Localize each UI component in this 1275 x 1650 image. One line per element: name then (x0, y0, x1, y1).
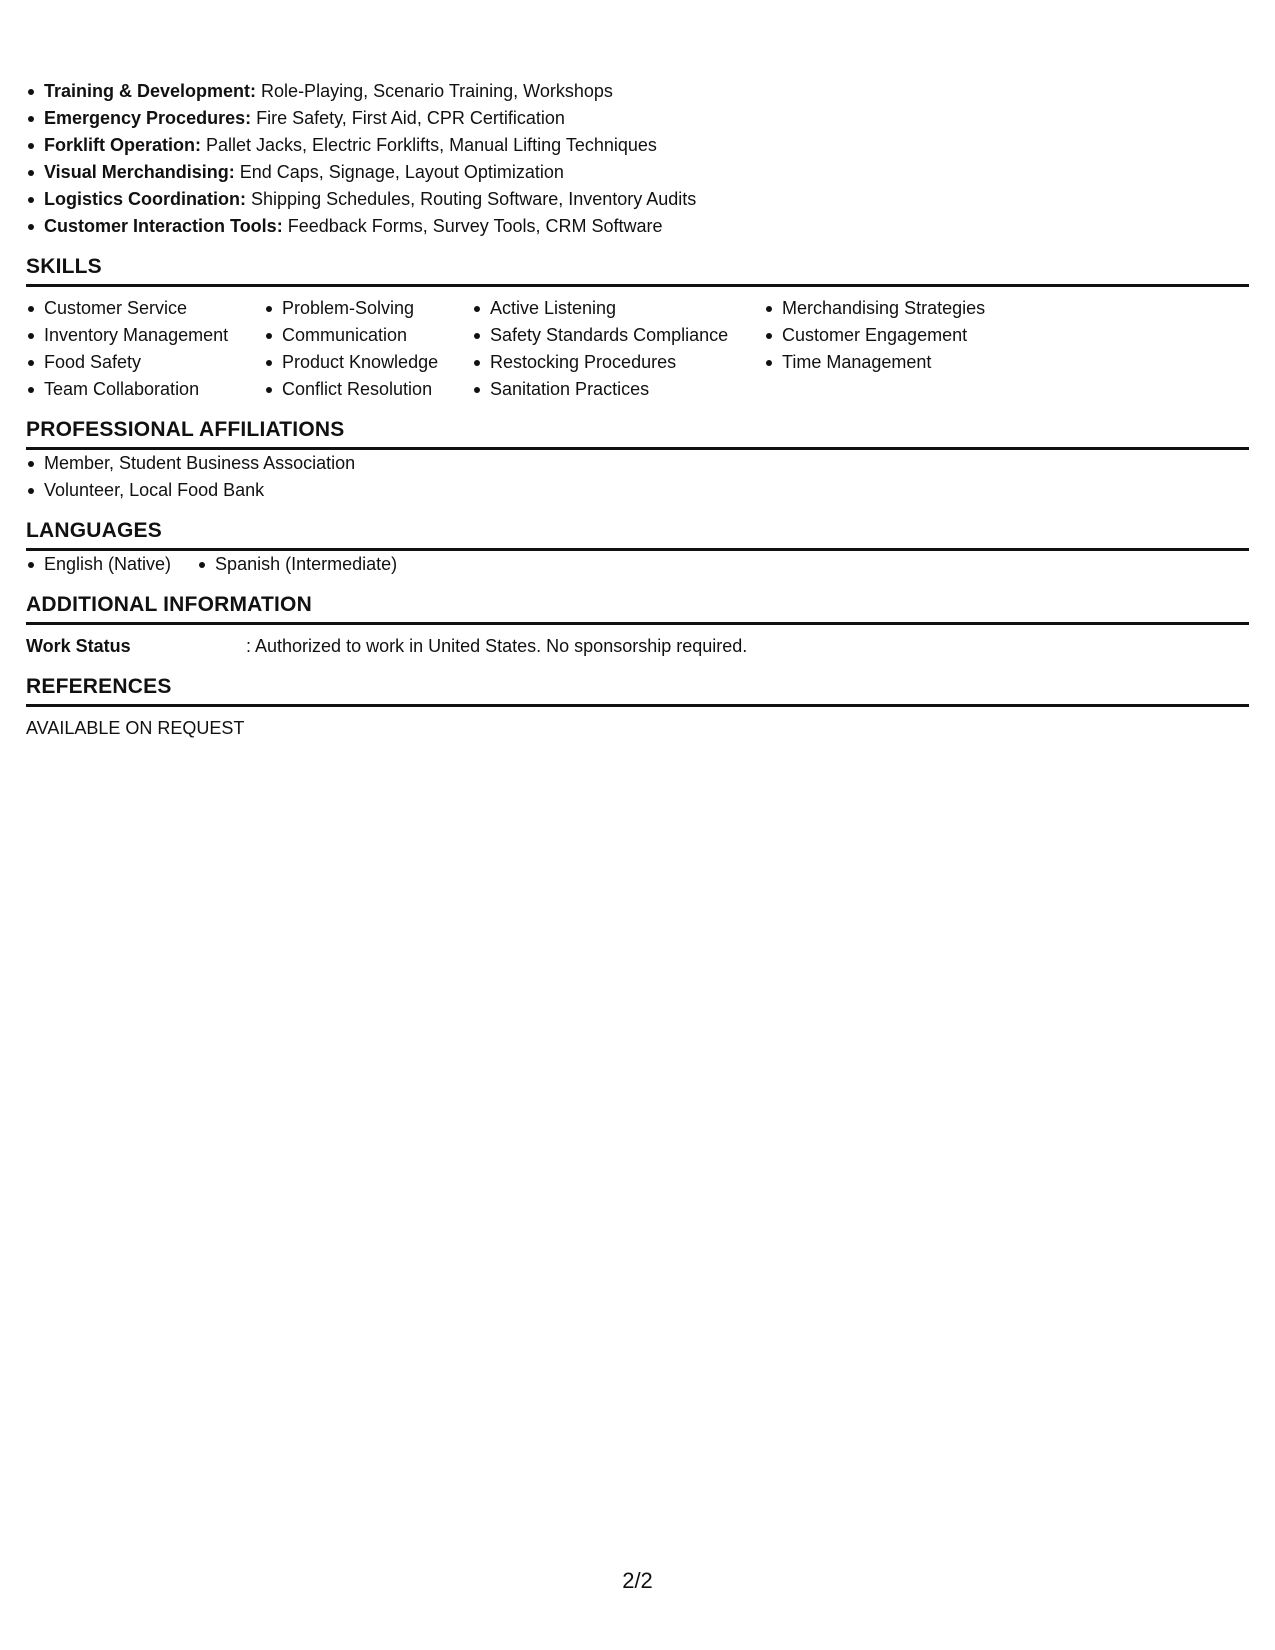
skills-column (472, 295, 744, 403)
item-value: Shipping Schedules, Routing Software, Inventory Audits (251, 189, 697, 209)
page-number: 2/2 (622, 1568, 653, 1593)
list-item (26, 213, 1249, 240)
skill-item: Inventory Management (26, 322, 244, 349)
language-item: Spanish (Intermediate) (197, 551, 397, 578)
skill-item: Conflict Resolution (264, 376, 452, 403)
references-section (26, 674, 1249, 742)
skill-item: Merchandising Strategies (764, 295, 1064, 322)
item-value: End Caps, Signage, Layout Optimization (239, 162, 564, 182)
item-label: Forklift Operation: (44, 135, 201, 155)
list-item (26, 186, 1249, 213)
skill-item: Team Collaboration (26, 376, 244, 403)
work-status-label: Work Status (26, 636, 131, 656)
skill-item: Problem-Solving (264, 295, 452, 322)
skills-column (26, 295, 244, 403)
item-label: Emergency Procedures: (44, 108, 252, 128)
list-item (26, 159, 1249, 186)
skill-item: Active Listening (472, 295, 744, 322)
skill-item: Product Knowledge (264, 349, 452, 376)
languages-section (26, 518, 1249, 578)
references-text: AVAILABLE ON REQUEST (26, 718, 245, 738)
list-item (26, 132, 1249, 159)
resume-page (26, 78, 1249, 742)
affiliation-item: Volunteer, Local Food Bank (26, 477, 1249, 504)
item-value: Fire Safety, First Aid, CPR Certification (256, 108, 565, 128)
item-value: Feedback Forms, Survey Tools, CRM Software (287, 216, 663, 236)
languages-list (26, 551, 1249, 578)
skill-item: Communication (264, 322, 452, 349)
skill-item: Customer Service (26, 295, 244, 322)
list-item (26, 105, 1249, 132)
skills-column (764, 295, 1064, 403)
additional-info-section (26, 592, 1249, 660)
section-heading: ADDITIONAL INFORMATION (26, 592, 1249, 625)
skill-item: Safety Standards Compliance (472, 322, 744, 349)
item-value: Role-Playing, Scenario Training, Workshops (261, 81, 613, 101)
item-label: Customer Interaction Tools: (44, 216, 283, 236)
skills-grid (26, 295, 1249, 403)
skills-column (264, 295, 452, 403)
item-label: Logistics Coordination: (44, 189, 246, 209)
section-heading: REFERENCES (26, 674, 1249, 707)
section-heading: SKILLS (26, 254, 1249, 287)
language-item: English (Native) (26, 551, 171, 578)
section-heading: PROFESSIONAL AFFILIATIONS (26, 417, 1249, 450)
skill-item: Customer Engagement (764, 322, 1064, 349)
affiliations-section (26, 417, 1249, 504)
work-status-row (26, 633, 1249, 660)
skill-item: Sanitation Practices (472, 376, 744, 403)
section-heading: LANGUAGES (26, 518, 1249, 551)
skill-item: Food Safety (26, 349, 244, 376)
affiliations-list (26, 450, 1249, 504)
item-label: Visual Merchandising: (44, 162, 235, 182)
work-status-value: : Authorized to work in United States. No sponsorship required. (246, 636, 748, 656)
affiliation-item: Member, Student Business Association (26, 450, 1249, 477)
list-item (26, 78, 1249, 105)
item-value: Pallet Jacks, Electric Forklifts, Manual Lifting Techniques (206, 135, 657, 155)
skill-item: Time Management (764, 349, 1064, 376)
skill-item: Restocking Procedures (472, 349, 744, 376)
item-label: Training & Development: (44, 81, 257, 101)
skills-section (26, 254, 1249, 403)
tools-list (26, 78, 1249, 240)
